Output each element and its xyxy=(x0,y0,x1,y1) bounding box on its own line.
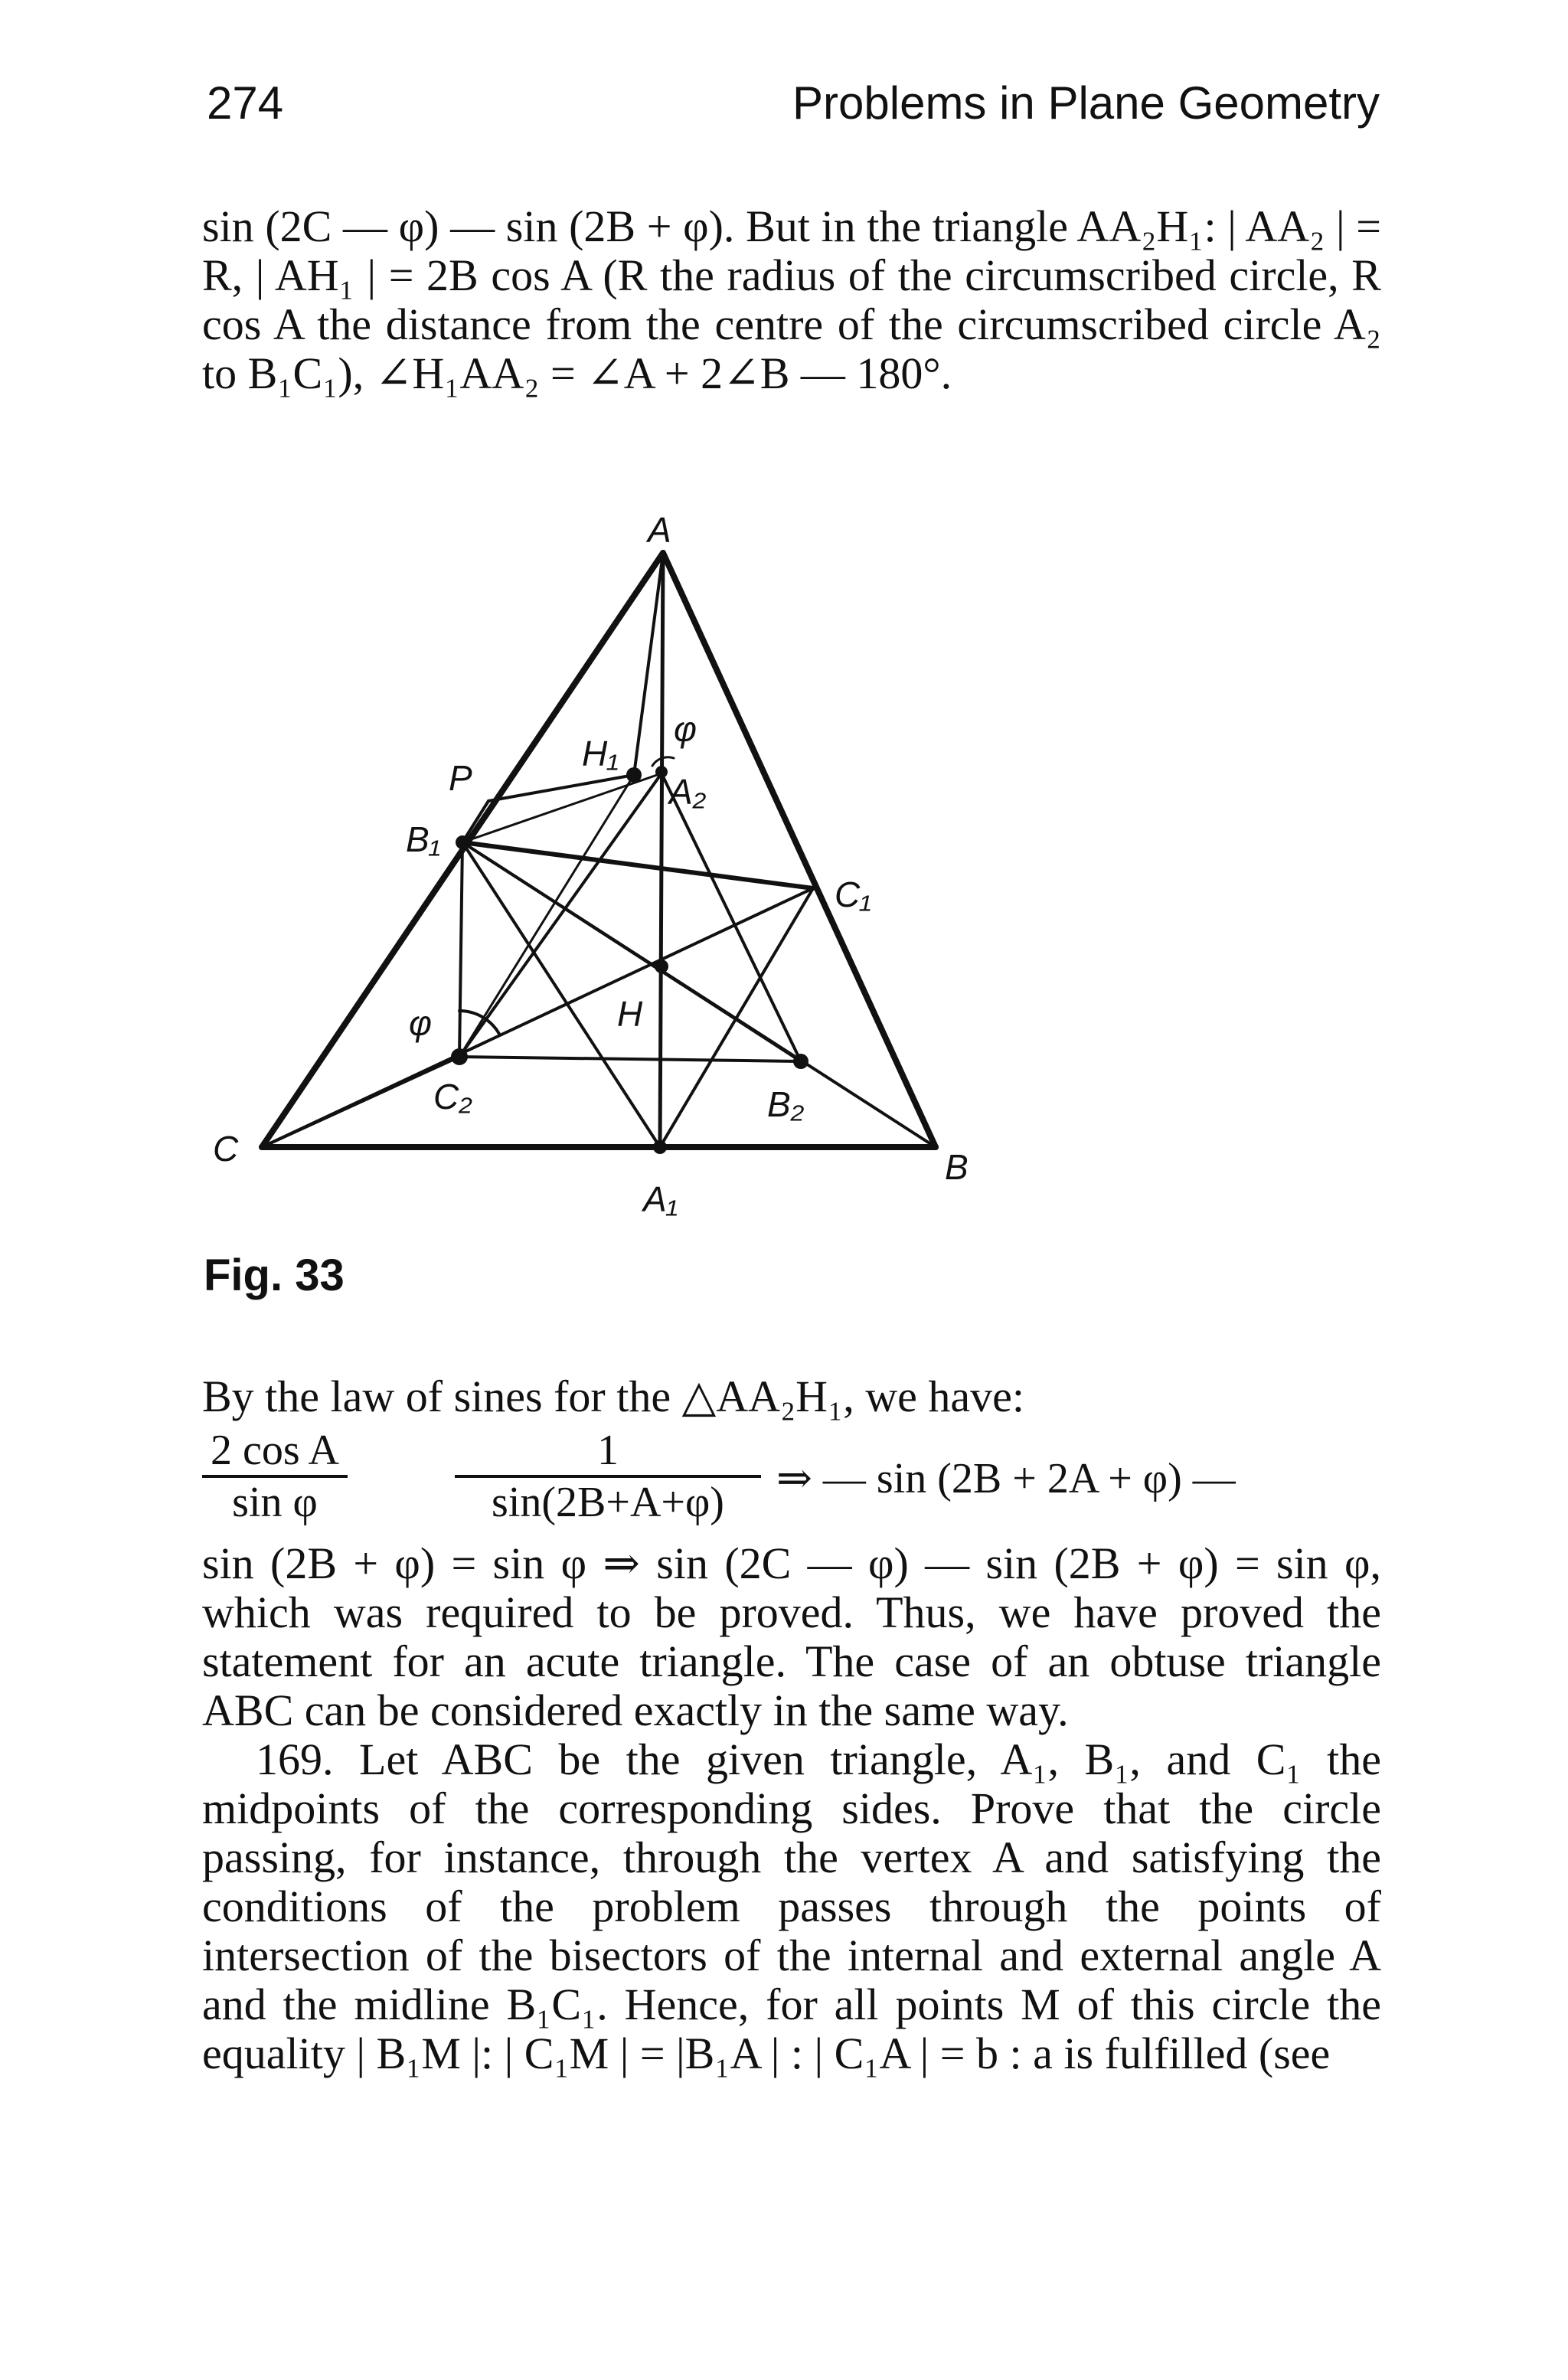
point-B1 xyxy=(456,835,469,849)
paragraph-text: sin (2B + φ) = sin φ ⇒ sin (2C — φ) — sin (2B + φ) = sin φ, which was required to be proved. Thus, we have proved the statement for an acute triangle. The case of an obtuse triangle ABC can be considered exactly in the same way. xyxy=(202,1538,1381,1735)
fraction-left xyxy=(202,1426,348,1527)
label-C: C xyxy=(213,1129,239,1169)
mid-paragraph xyxy=(202,1372,1381,1421)
point-B2 xyxy=(793,1054,808,1069)
point-A2 xyxy=(655,766,668,778)
point-A1 xyxy=(653,1140,667,1154)
label-C1: C₁ xyxy=(835,875,871,914)
running-title: Problems in Plane Geometry xyxy=(792,77,1380,129)
point-H1 xyxy=(626,767,642,783)
bottom-paragraphs xyxy=(202,1539,1381,2078)
label-A1: A₁ xyxy=(643,1179,678,1219)
segment-A2-B2 xyxy=(662,773,801,1061)
paragraph-text: By the law of sines for the △AA₂H₁, we have: xyxy=(202,1371,1025,1421)
segment-B1-C1 xyxy=(462,842,813,888)
label-H: H xyxy=(617,994,643,1034)
fraction-denominator: sin φ xyxy=(202,1475,348,1527)
problem-169-text: 169. Let ABC be the given triangle, A₁, B₁, and C₁ the midpoints of the corresponding sides. Prove that the circle passing, for instance, through the vertex A and satisfying the conditions of the problem passes through the points of intersection of the bisectors of the internal and external angle A and the midline B₁C₁. Hence, for all points M of this circle the equality | B₁M |: | C₁M | = |B₁A | : | C₁A | = b : a is fulfilled (see xyxy=(202,1734,1381,2078)
label-A2: A₂ xyxy=(669,772,707,812)
segment-C2-B2 xyxy=(459,1057,801,1061)
law-of-sines-formula xyxy=(202,1426,1381,1533)
segment-B1-C2 xyxy=(459,842,462,1057)
fraction-denominator: sin(2B+A+φ) xyxy=(455,1475,761,1527)
page-number: 274 xyxy=(207,77,284,129)
label-P: P xyxy=(449,758,472,798)
label-H1: H₁ xyxy=(582,734,619,773)
fraction-right xyxy=(455,1426,761,1527)
label-phi-top: φ xyxy=(674,709,697,749)
label-phi-left: φ xyxy=(409,1003,433,1043)
fraction-numerator: 1 xyxy=(597,1427,619,1474)
label-B: B xyxy=(945,1147,969,1187)
point-H xyxy=(655,960,668,973)
fraction-numerator: 2 cos A xyxy=(211,1427,339,1474)
label-B1: B₁ xyxy=(406,819,441,859)
formula-continuation: ⇒ — sin (2B + 2A + φ) — xyxy=(776,1455,1236,1502)
figure-caption: Fig. 33 xyxy=(204,1250,345,1300)
label-B2: B₂ xyxy=(767,1084,805,1124)
label-A: A xyxy=(648,510,671,550)
paragraph-text: sin (2C — φ) — sin (2B + φ). But in the triangle AA₂H₁: | AA₂ | = R, | AH₁ | = 2B cos A (R the radius of the circumscribed circle, R cos A the distance from the centre of the circumscribed circle A₂ to B₁C₁), ∠H₁AA₂ = ∠A + 2∠B — 180°. xyxy=(202,201,1381,398)
label-C2: C₂ xyxy=(433,1077,472,1116)
point-C2 xyxy=(451,1048,468,1065)
